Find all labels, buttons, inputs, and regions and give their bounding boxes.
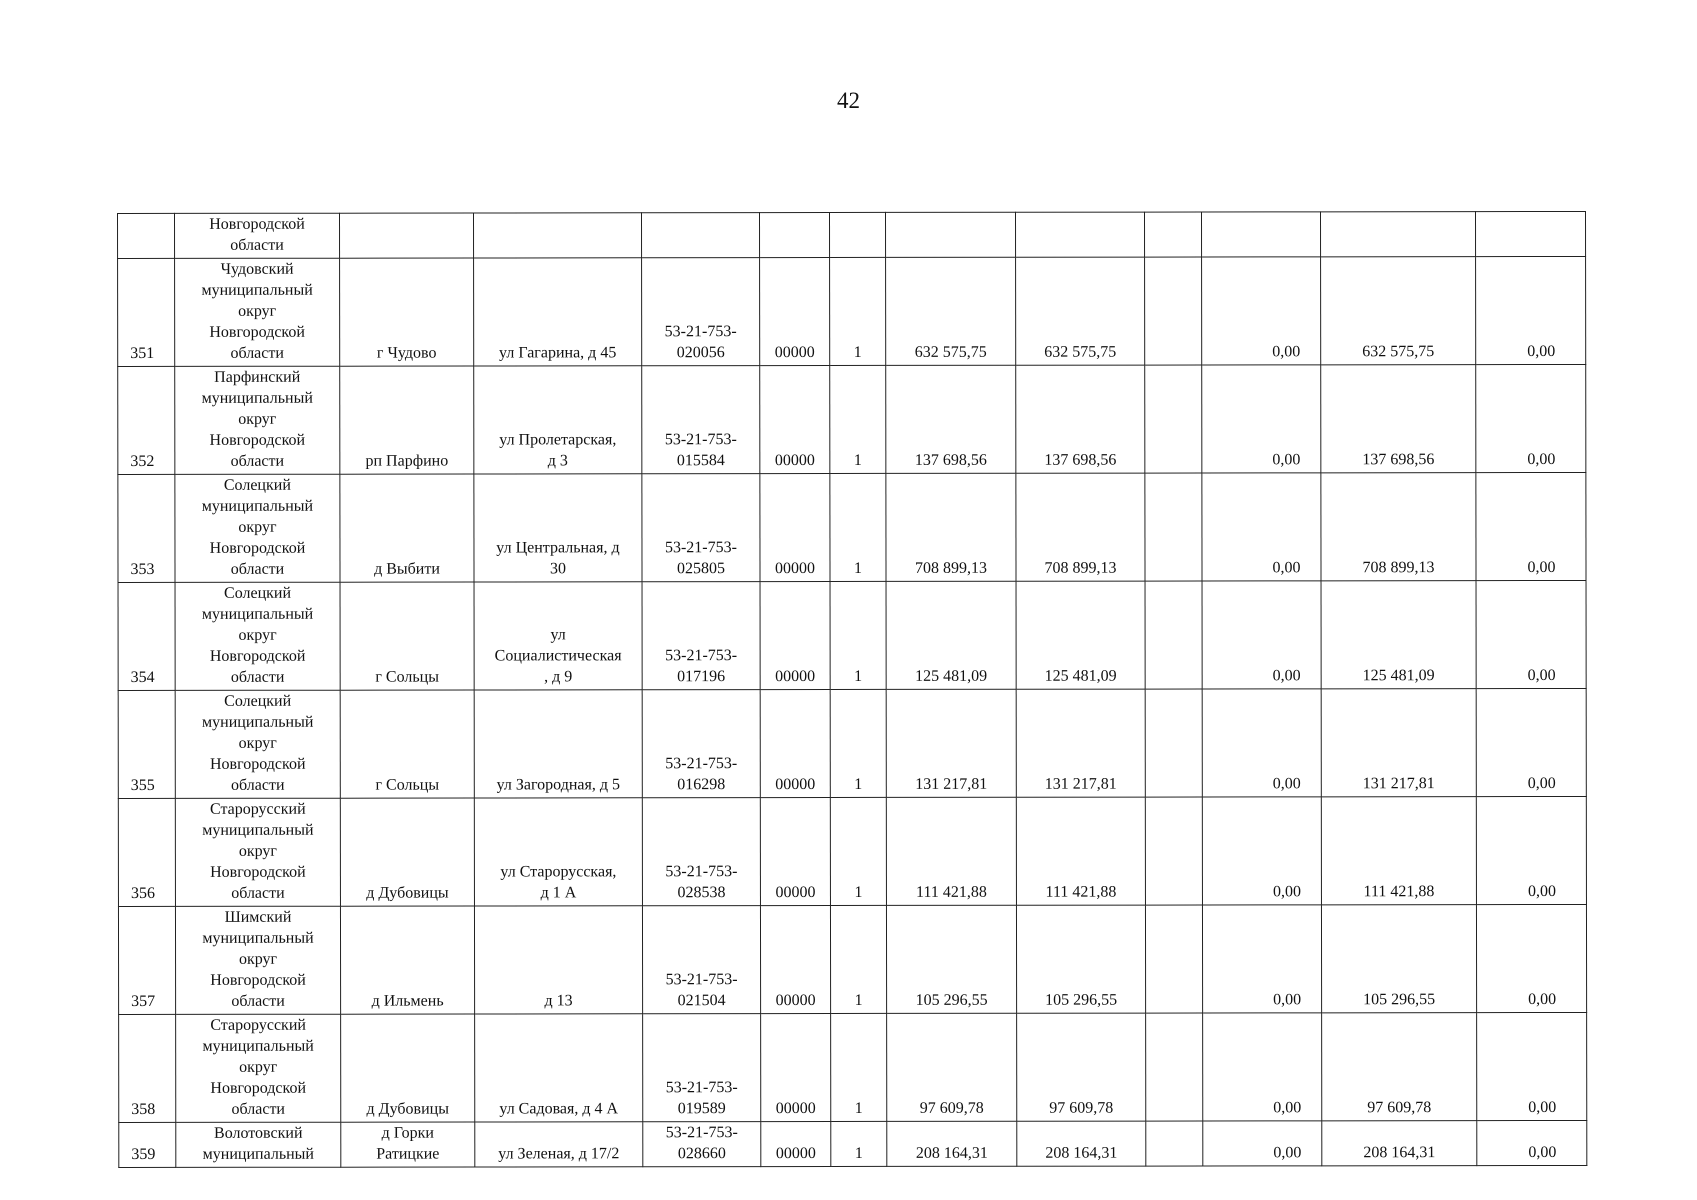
cell-col-12 <box>1321 581 1476 689</box>
amount-2-text: 105 296,55 <box>1045 991 1118 1009</box>
amount-total-text: 708 899,13 <box>914 559 988 577</box>
count-text: 1 <box>854 667 863 685</box>
cell-col-11 <box>1203 1013 1322 1121</box>
cell-code <box>642 798 760 906</box>
cell-municipality <box>175 258 340 366</box>
cell-col-11 <box>1202 473 1321 581</box>
amount-2-text: 632 575,75 <box>1044 343 1117 361</box>
municipality-text: Волотовский муниципальный <box>202 1124 314 1163</box>
col-11-text: 0,00 <box>1273 1099 1302 1117</box>
cell-code <box>642 690 760 798</box>
row-number: 351 <box>130 344 155 362</box>
cell-count <box>830 257 886 365</box>
cell-amount-2 <box>1017 1121 1146 1166</box>
amount-total-text: 632 575,75 <box>914 343 987 361</box>
cell-locality <box>341 1122 475 1167</box>
count-text: 1 <box>854 991 863 1009</box>
row-number: 356 <box>130 884 155 902</box>
count-text: 1 <box>854 1144 863 1162</box>
cell-col-12 <box>1320 212 1475 257</box>
locality-text: д Выбити <box>374 560 440 578</box>
registry-code-text: 53-21-753- 015584 <box>664 431 737 470</box>
cell-amount-total <box>886 689 1016 797</box>
cell-count <box>831 1013 887 1121</box>
street-address-text: ул Социалистическая , д 9 <box>494 626 622 686</box>
cell-amount-2 <box>1016 581 1145 689</box>
cell-col-10 <box>1145 797 1202 905</box>
cell-locality <box>340 213 474 258</box>
cell-col-12 <box>1321 905 1476 1013</box>
registry-code-text: 53-21-753- 020056 <box>664 323 737 362</box>
amount-total-text: 105 296,55 <box>915 991 988 1009</box>
amount-2-text: 111 421,88 <box>1045 883 1117 901</box>
locality-text: д Ильмень <box>371 992 444 1010</box>
cell-street <box>474 366 642 474</box>
col-13-text: 0,00 <box>1527 882 1556 901</box>
count-text: 1 <box>854 1099 863 1117</box>
table-row-continuation <box>118 211 1586 258</box>
cell-amount-total <box>887 1013 1017 1121</box>
col-13-text: 0,00 <box>1527 450 1556 469</box>
cell-locality <box>341 1014 475 1122</box>
col-12-text: 208 164,31 <box>1363 1144 1436 1162</box>
cell-amount-2 <box>1016 797 1145 905</box>
col-12-text: 97 609,78 <box>1367 1099 1432 1117</box>
col-12-text: 137 698,56 <box>1362 451 1435 469</box>
table-body <box>118 211 1587 1167</box>
amount-2-text: 708 899,13 <box>1044 559 1117 577</box>
cell-col-11 <box>1203 1121 1322 1166</box>
cell-col-11 <box>1202 257 1321 365</box>
register-table <box>117 211 1587 1168</box>
cell-col-10 <box>1144 212 1201 257</box>
cell-col-12 <box>1322 1121 1477 1166</box>
cell-code <box>642 213 760 258</box>
street-address-text: д 13 <box>544 992 573 1010</box>
cell-col-10 <box>1145 905 1202 1013</box>
locality-text: г Сольцы <box>375 668 439 686</box>
amount-2-text: 97 609,78 <box>1049 1099 1114 1117</box>
table-row <box>119 1120 1587 1167</box>
col-13-text: 0,00 <box>1527 666 1556 685</box>
cell-col-13 <box>1476 904 1586 1012</box>
registry-code-text: 53-21-753- 017196 <box>665 647 738 686</box>
cell-col-10 <box>1145 689 1202 797</box>
cell-suffix <box>760 582 830 690</box>
cell-col-12 <box>1321 797 1476 905</box>
col-12-text: 131 217,81 <box>1362 775 1435 793</box>
code-suffix-text: 00000 <box>775 776 816 794</box>
locality-text: г Чудово <box>376 344 437 362</box>
cell-col-11 <box>1201 212 1320 257</box>
street-address-text: ул Гагарина, д 45 <box>499 344 617 362</box>
cell-amount-2 <box>1016 365 1145 473</box>
street-address-text: ул Пролетарская, д 3 <box>499 431 617 470</box>
cell-locality <box>340 798 474 906</box>
street-address-text: ул Садовая, д 4 А <box>499 1100 619 1118</box>
amount-2-text: 137 698,56 <box>1044 451 1117 469</box>
cell-col-13 <box>1477 1012 1587 1120</box>
table-row <box>118 688 1586 798</box>
municipality-text: Старорусский муниципальный округ Новгородской области <box>202 800 314 902</box>
col-11-text: 0,00 <box>1272 883 1301 901</box>
cell-col-11 <box>1202 689 1321 797</box>
cell-count <box>830 581 886 689</box>
page-number: 42 <box>837 88 860 113</box>
cell-municipality <box>175 798 340 906</box>
code-suffix-text: 00000 <box>775 1100 816 1118</box>
registry-code-text: 53-21-753- 028538 <box>665 863 738 902</box>
cell-municipality <box>175 690 340 798</box>
cell-num <box>118 474 175 582</box>
cell-suffix <box>760 906 830 1014</box>
locality-text: г Сольцы <box>375 776 440 794</box>
col-13-text: 0,00 <box>1528 1143 1557 1162</box>
count-text: 1 <box>854 775 863 793</box>
col-12-text: 111 421,88 <box>1363 883 1435 901</box>
cell-street <box>474 798 642 906</box>
cell-col-10 <box>1145 581 1202 689</box>
table-row <box>118 796 1586 906</box>
col-11-text: 0,00 <box>1272 667 1301 685</box>
col-11-text: 0,00 <box>1273 1144 1302 1162</box>
municipality-text: Солецкий муниципальный округ Новгородской области <box>201 476 314 578</box>
cell-count <box>830 473 886 581</box>
cell-col-11 <box>1202 905 1321 1013</box>
amount-total-text: 208 164,31 <box>915 1144 988 1162</box>
amount-total-text: 131 217,81 <box>915 775 988 793</box>
cell-street <box>474 213 642 258</box>
cell-col-10 <box>1145 473 1202 581</box>
cell-code <box>642 258 760 366</box>
cell-code <box>642 906 760 1014</box>
table-row <box>119 1012 1587 1122</box>
col-13-text: 0,00 <box>1528 990 1557 1009</box>
cell-suffix <box>761 1122 831 1167</box>
count-text: 1 <box>853 559 863 577</box>
municipality-text: Старорусский муниципальный округ Новгородской области <box>202 1016 314 1118</box>
cell-count <box>831 1121 887 1166</box>
count-text: 1 <box>853 343 862 361</box>
cell-col-10 <box>1146 1013 1203 1121</box>
cell-street <box>474 690 642 798</box>
cell-amount-2 <box>1017 1013 1146 1121</box>
cell-num <box>118 798 175 906</box>
cell-street <box>474 906 642 1014</box>
code-suffix-text: 00000 <box>775 884 816 902</box>
cell-num <box>118 582 175 690</box>
amount-2-text: 208 164,31 <box>1045 1144 1118 1162</box>
cell-municipality <box>175 906 340 1014</box>
cell-suffix <box>760 690 830 798</box>
code-suffix-text: 00000 <box>775 1145 816 1163</box>
cell-suffix <box>760 798 830 906</box>
table-row <box>118 580 1586 690</box>
cell-municipality <box>175 582 340 690</box>
cell-amount-2 <box>1016 257 1145 365</box>
cell-street <box>474 258 642 366</box>
cell-street <box>475 1122 643 1167</box>
municipality-text: Шимский муниципальный округ Новгородской области <box>202 908 314 1010</box>
locality-text: рп Парфино <box>365 452 449 470</box>
amount-total-text: 137 698,56 <box>914 451 987 469</box>
register-table-wrapper <box>117 211 1587 1168</box>
municipality-text: Новгородской области <box>209 215 305 254</box>
row-number: 355 <box>130 776 155 794</box>
cell-locality <box>340 366 474 474</box>
row-number: 353 <box>130 560 155 578</box>
cell-amount-2 <box>1016 689 1145 797</box>
cell-amount-total <box>886 797 1016 905</box>
cell-col-13 <box>1476 688 1586 796</box>
cell-amount-2 <box>1016 473 1145 581</box>
cell-col-13 <box>1477 1120 1587 1165</box>
cell-locality <box>340 258 474 366</box>
cell-count <box>830 365 886 473</box>
cell-suffix <box>760 258 830 366</box>
count-text: 1 <box>854 883 863 901</box>
cell-municipality <box>176 1122 341 1167</box>
cell-suffix <box>760 366 830 474</box>
code-suffix-text: 00000 <box>774 452 815 470</box>
street-address-text: ул Загородная, д 5 <box>496 776 621 794</box>
cell-count <box>830 905 886 1013</box>
cell-col-13 <box>1475 211 1585 256</box>
cell-code <box>642 582 760 690</box>
municipality-text: Солецкий муниципальный округ Новгородской области <box>201 584 314 686</box>
cell-count <box>830 212 886 257</box>
cell-col-13 <box>1476 472 1586 580</box>
street-address-text: ул Старорусская, д 1 А <box>500 863 617 902</box>
cell-amount-total <box>886 257 1016 365</box>
code-suffix-text: 00000 <box>774 344 815 362</box>
cell-code <box>643 1014 761 1122</box>
cell-col-12 <box>1321 689 1476 797</box>
cell-amount-2 <box>1015 212 1144 257</box>
cell-street <box>475 1014 643 1122</box>
code-suffix-text: 00000 <box>775 668 816 686</box>
col-13-text: 0,00 <box>1528 1098 1557 1117</box>
cell-municipality <box>176 1014 341 1122</box>
cell-locality <box>340 582 474 690</box>
street-address-text: ул Центральная, д 30 <box>496 539 620 578</box>
locality-text: д Горки Ратицкие <box>376 1124 440 1163</box>
cell-col-11 <box>1202 581 1321 689</box>
municipality-text: Чудовский муниципальный округ Новгородской области <box>201 260 313 362</box>
cell-num <box>118 906 175 1014</box>
cell-col-13 <box>1476 580 1586 688</box>
cell-amount-total <box>887 1121 1017 1166</box>
registry-code-text: 53-21-753- 021504 <box>665 971 738 1010</box>
row-number: 352 <box>130 452 155 470</box>
cell-amount-2 <box>1016 905 1145 1013</box>
amount-total-text: 125 481,09 <box>915 667 988 685</box>
cell-col-13 <box>1476 256 1586 364</box>
cell-suffix <box>760 474 830 582</box>
cell-num <box>119 1014 176 1122</box>
count-text: 1 <box>853 451 862 469</box>
cell-municipality <box>175 213 340 258</box>
cell-col-13 <box>1476 364 1586 472</box>
col-11-text: 0,00 <box>1272 559 1301 577</box>
row-number: 359 <box>131 1145 156 1163</box>
cell-municipality <box>175 366 340 474</box>
col-13-text: 0,00 <box>1527 774 1556 793</box>
col-12-text: 632 575,75 <box>1362 343 1435 361</box>
code-suffix-text: 00000 <box>775 992 816 1010</box>
col-13-text: 0,00 <box>1527 558 1556 577</box>
col-11-text: 0,00 <box>1272 775 1301 793</box>
cell-count <box>830 797 886 905</box>
street-address-text: ул Зеленая, д 17/2 <box>498 1145 620 1163</box>
col-11-text: 0,00 <box>1272 451 1301 469</box>
col-12-text: 708 899,13 <box>1362 559 1435 577</box>
cell-col-10 <box>1145 257 1202 365</box>
registry-code-text: 53-21-753- 019589 <box>665 1079 738 1118</box>
registry-code-text: 53-21-753- 028660 <box>665 1124 738 1163</box>
cell-col-12 <box>1321 365 1476 473</box>
cell-col-11 <box>1202 365 1321 473</box>
cell-municipality <box>175 474 340 582</box>
cell-locality <box>340 474 474 582</box>
cell-amount-total <box>886 905 1016 1013</box>
municipality-text: Парфинский муниципальный округ Новгородской области <box>201 368 313 470</box>
cell-col-12 <box>1321 473 1476 581</box>
cell-num <box>118 213 175 258</box>
table-row <box>118 904 1586 1014</box>
cell-amount-total <box>885 212 1015 257</box>
locality-text: д Дубовицы <box>366 884 449 902</box>
col-12-text: 125 481,09 <box>1362 667 1435 685</box>
cell-street <box>474 474 642 582</box>
table-row <box>118 472 1586 582</box>
cell-count <box>830 689 886 797</box>
cell-num <box>118 690 175 798</box>
table-row <box>118 364 1586 474</box>
cell-col-13 <box>1476 796 1586 904</box>
cell-col-10 <box>1145 365 1202 473</box>
cell-amount-total <box>886 473 1016 581</box>
cell-num <box>118 366 175 474</box>
cell-street <box>474 582 642 690</box>
cell-amount-total <box>886 365 1016 473</box>
cell-suffix <box>760 213 830 258</box>
cell-num <box>119 1122 176 1167</box>
code-suffix-text: 00000 <box>774 560 816 578</box>
municipality-text: Солецкий муниципальный округ Новгородской области <box>202 692 314 794</box>
row-number: 357 <box>131 992 156 1010</box>
cell-col-12 <box>1322 1013 1477 1121</box>
cell-code <box>642 474 760 582</box>
col-13-text: 0,00 <box>1527 342 1556 361</box>
cell-locality <box>340 690 474 798</box>
table-row <box>118 256 1586 366</box>
row-number: 358 <box>131 1100 156 1118</box>
registry-code-text: 53-21-753- 016298 <box>665 755 738 794</box>
cell-col-10 <box>1146 1121 1203 1166</box>
cell-amount-total <box>886 581 1016 689</box>
amount-total-text: 97 609,78 <box>919 1099 984 1117</box>
registry-code-text: 53-21-753- 025805 <box>664 539 737 578</box>
amount-2-text: 131 217,81 <box>1044 775 1117 793</box>
col-11-text: 0,00 <box>1273 991 1302 1009</box>
col-12-text: 105 296,55 <box>1363 991 1436 1009</box>
cell-locality <box>340 906 474 1014</box>
cell-num <box>118 258 175 366</box>
col-11-text: 0,00 <box>1272 343 1301 361</box>
cell-col-12 <box>1321 257 1476 365</box>
cell-code <box>642 366 760 474</box>
amount-2-text: 125 481,09 <box>1044 667 1117 685</box>
cell-col-11 <box>1202 797 1321 905</box>
cell-code <box>643 1122 761 1167</box>
locality-text: д Дубовицы <box>366 1100 449 1118</box>
cell-suffix <box>761 1014 831 1122</box>
row-number: 354 <box>130 668 155 686</box>
amount-total-text: 111 421,88 <box>916 883 987 901</box>
